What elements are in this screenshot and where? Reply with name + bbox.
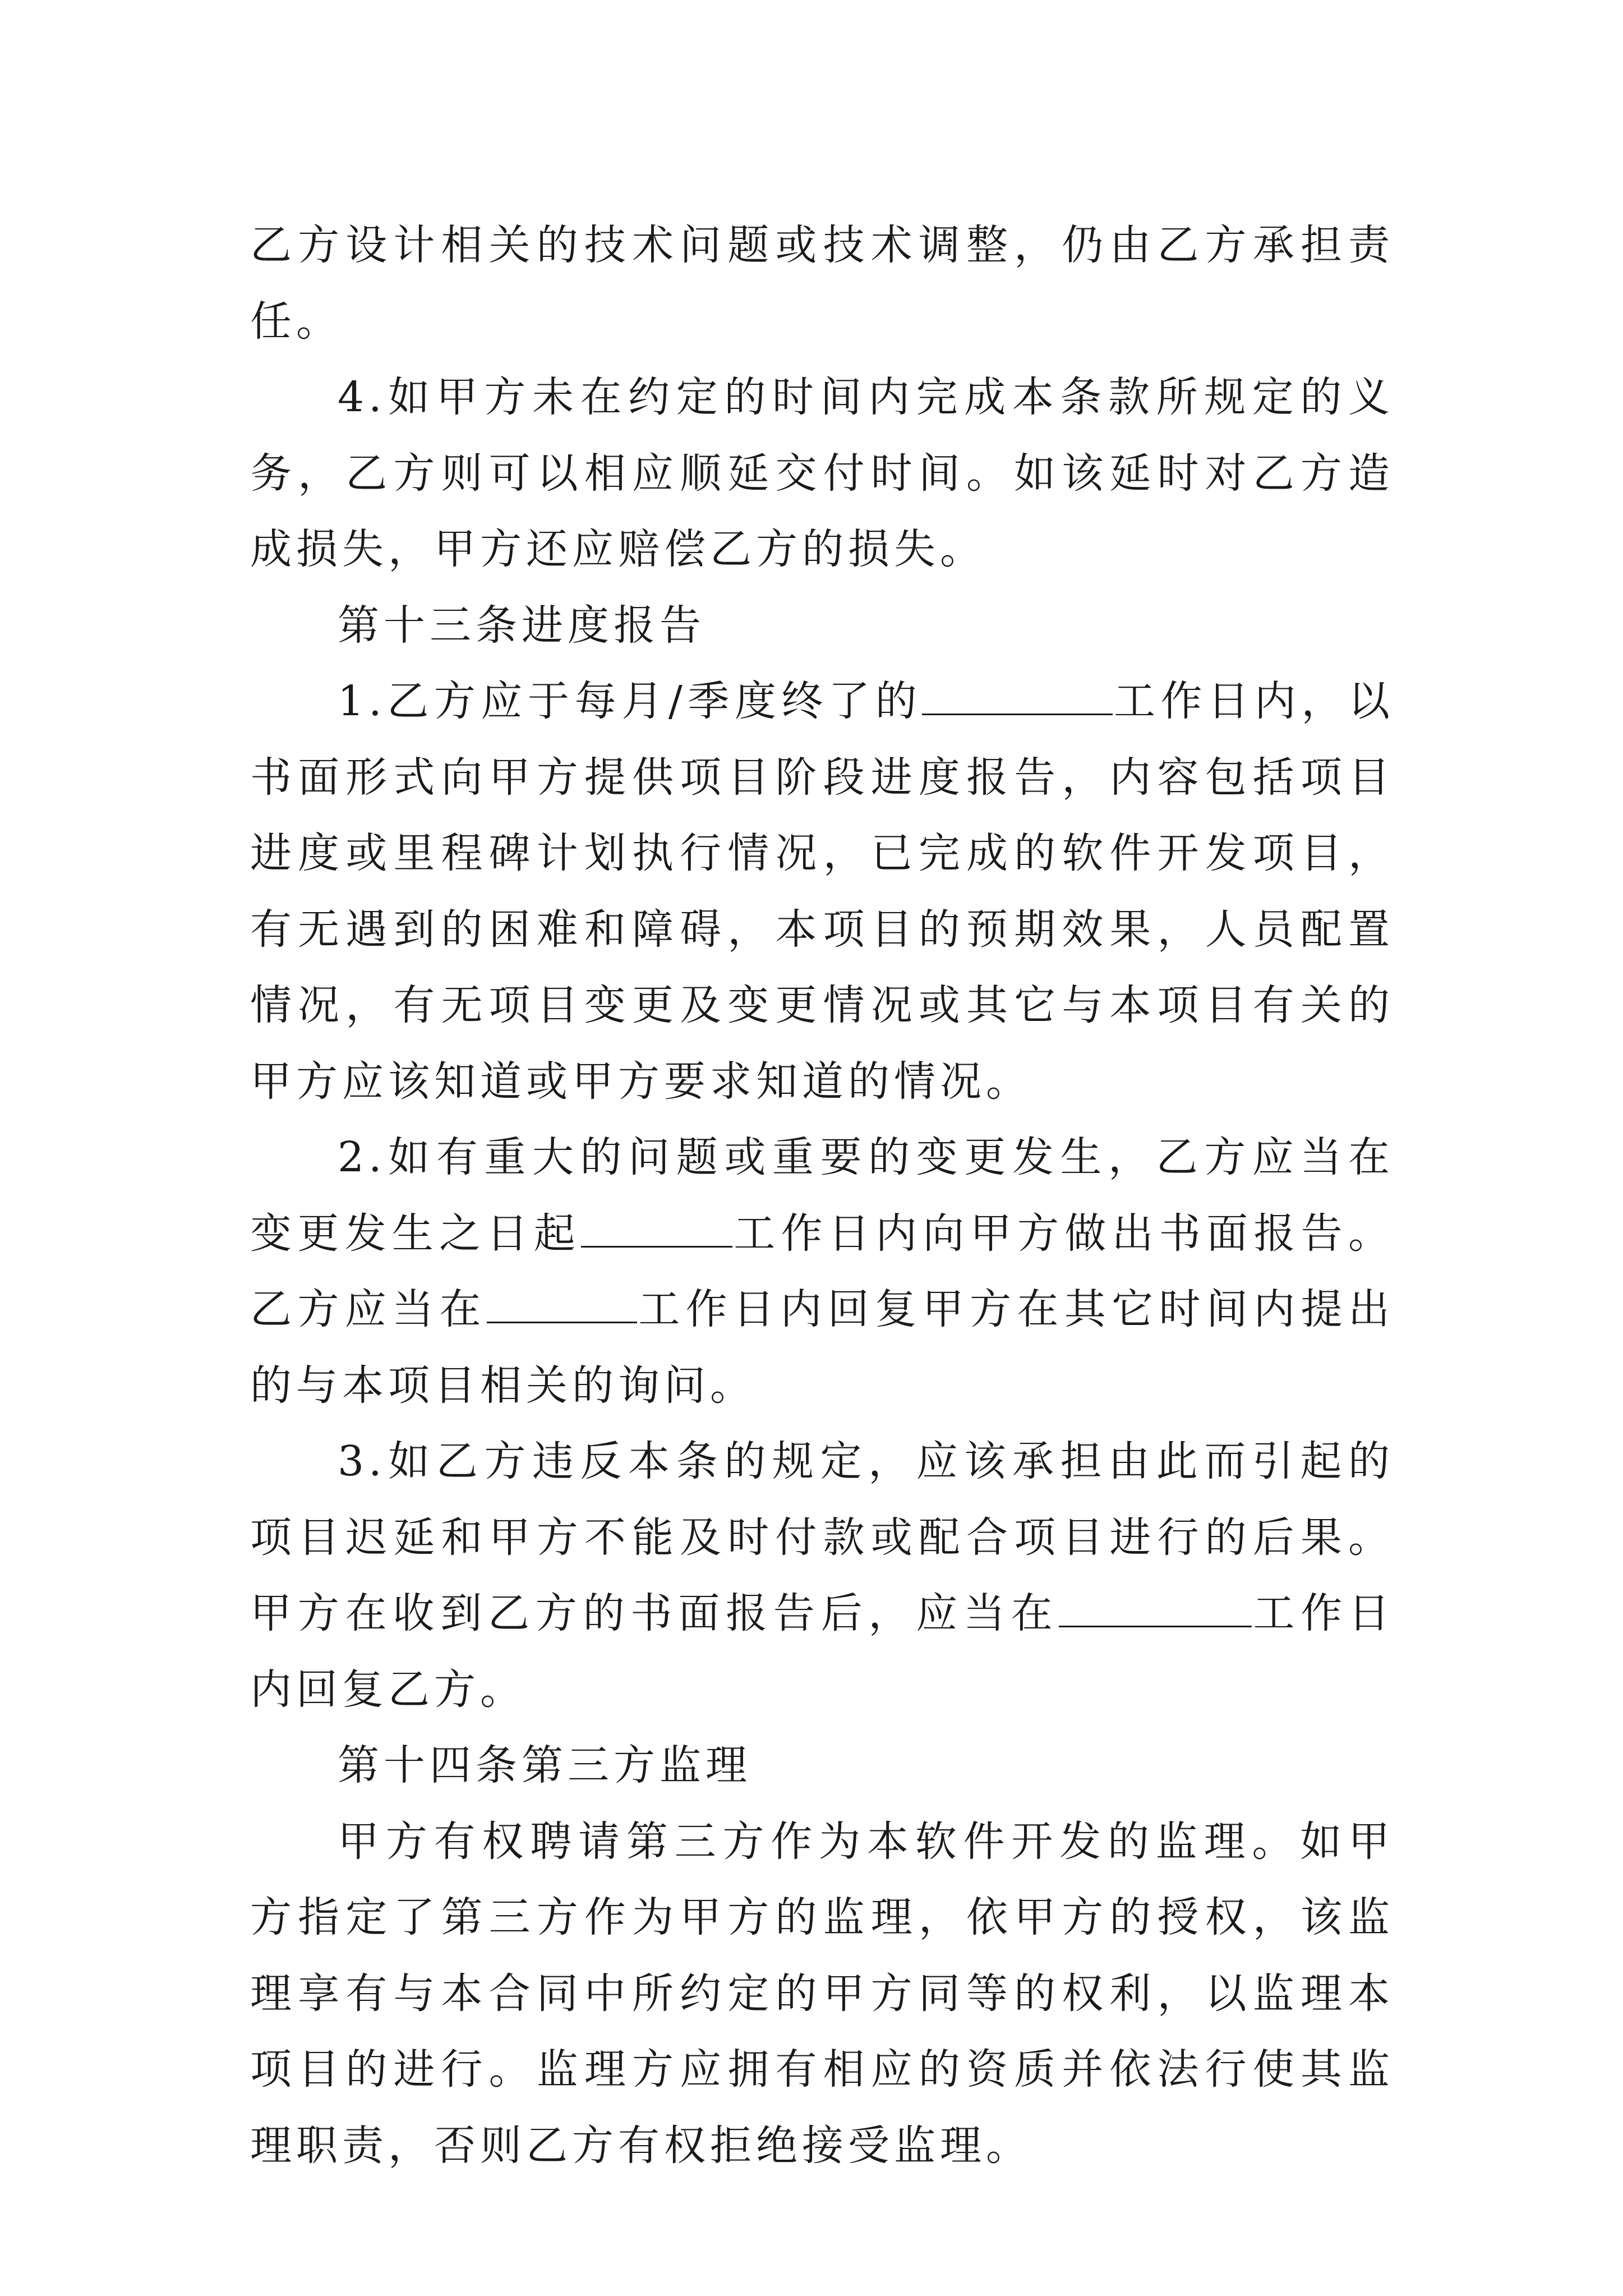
heading-text: 第十三条进度报告 bbox=[338, 601, 706, 650]
paragraph-text: 乙方设计相关的技术问题或技术调整，仍由乙方承担责任。 bbox=[250, 221, 1394, 346]
article-14-heading bbox=[250, 1728, 1394, 1804]
paragraph-13-1 bbox=[250, 664, 1394, 1120]
fill-in-blank[interactable] bbox=[1059, 1588, 1252, 1627]
fill-in-blank[interactable] bbox=[487, 1284, 637, 1323]
paragraph-text: 甲方有权聘请第三方作为本软件开发的监理。如甲方指定了第三方作为甲方的监理，依甲方的授权，该监理享有与本合同中所约定的甲方同等的权利，以监理本项目的进行。监理方应拥有相应的资质并依法行使其监理职责，否则乙方有权拒绝接受监理。 bbox=[250, 1817, 1394, 2170]
paragraph-14-body bbox=[250, 1804, 1394, 2184]
paragraph-text: 工作日内回复甲方在其它时间内提出的与本项目相关的询问。 bbox=[250, 1285, 1394, 1410]
fill-in-blank[interactable] bbox=[922, 676, 1113, 715]
paragraph-text: 工作日内向甲方做出书面报告。乙方应当在 bbox=[250, 1209, 1394, 1333]
paragraph-item-4 bbox=[250, 360, 1394, 588]
paragraph-text: 4.如甲方未在约定的时间内完成本条款所规定的义务，乙方则可以相应顺延交付时间。如该延时对乙方造成损失，甲方还应赔偿乙方的损失。 bbox=[250, 373, 1394, 573]
document-body bbox=[250, 208, 1394, 2184]
paragraph-text: 工作日内回复乙方。 bbox=[250, 1589, 1395, 1714]
paragraph-text: 3.如乙方违反本条的规定，应该承担由此而引起的项目迟延和甲方不能及时付款或配合项目进行的后果。甲方在收到乙方的书面报告后，应当在 bbox=[250, 1437, 1394, 1637]
paragraph-text: 1.乙方应于每月/季度终了的 bbox=[338, 677, 923, 725]
paragraph-13-2 bbox=[250, 1120, 1394, 1424]
paragraph-continuation bbox=[250, 208, 1394, 360]
paragraph-13-3 bbox=[250, 1424, 1394, 1728]
article-13-heading bbox=[250, 588, 1394, 664]
paragraph-text: 2.如有重大的问题或重要的变更发生，乙方应当在变更发生之日起 bbox=[250, 1133, 1394, 1258]
fill-in-blank[interactable] bbox=[581, 1208, 732, 1248]
paragraph-text: 工作日内，以书面形式向甲方提供项目阶段进度报告，内容包括项目进度或里程碑计划执行情况，已完成的软件开发项目，有无遇到的困难和障碍，本项目的预期效果，人员配置情况，有无项目变更及变更情况或其它与本项目有关的甲方应该知道或甲方要求知道的情况。 bbox=[250, 677, 1394, 1106]
heading-text: 第十四条第三方监理 bbox=[338, 1741, 751, 1789]
